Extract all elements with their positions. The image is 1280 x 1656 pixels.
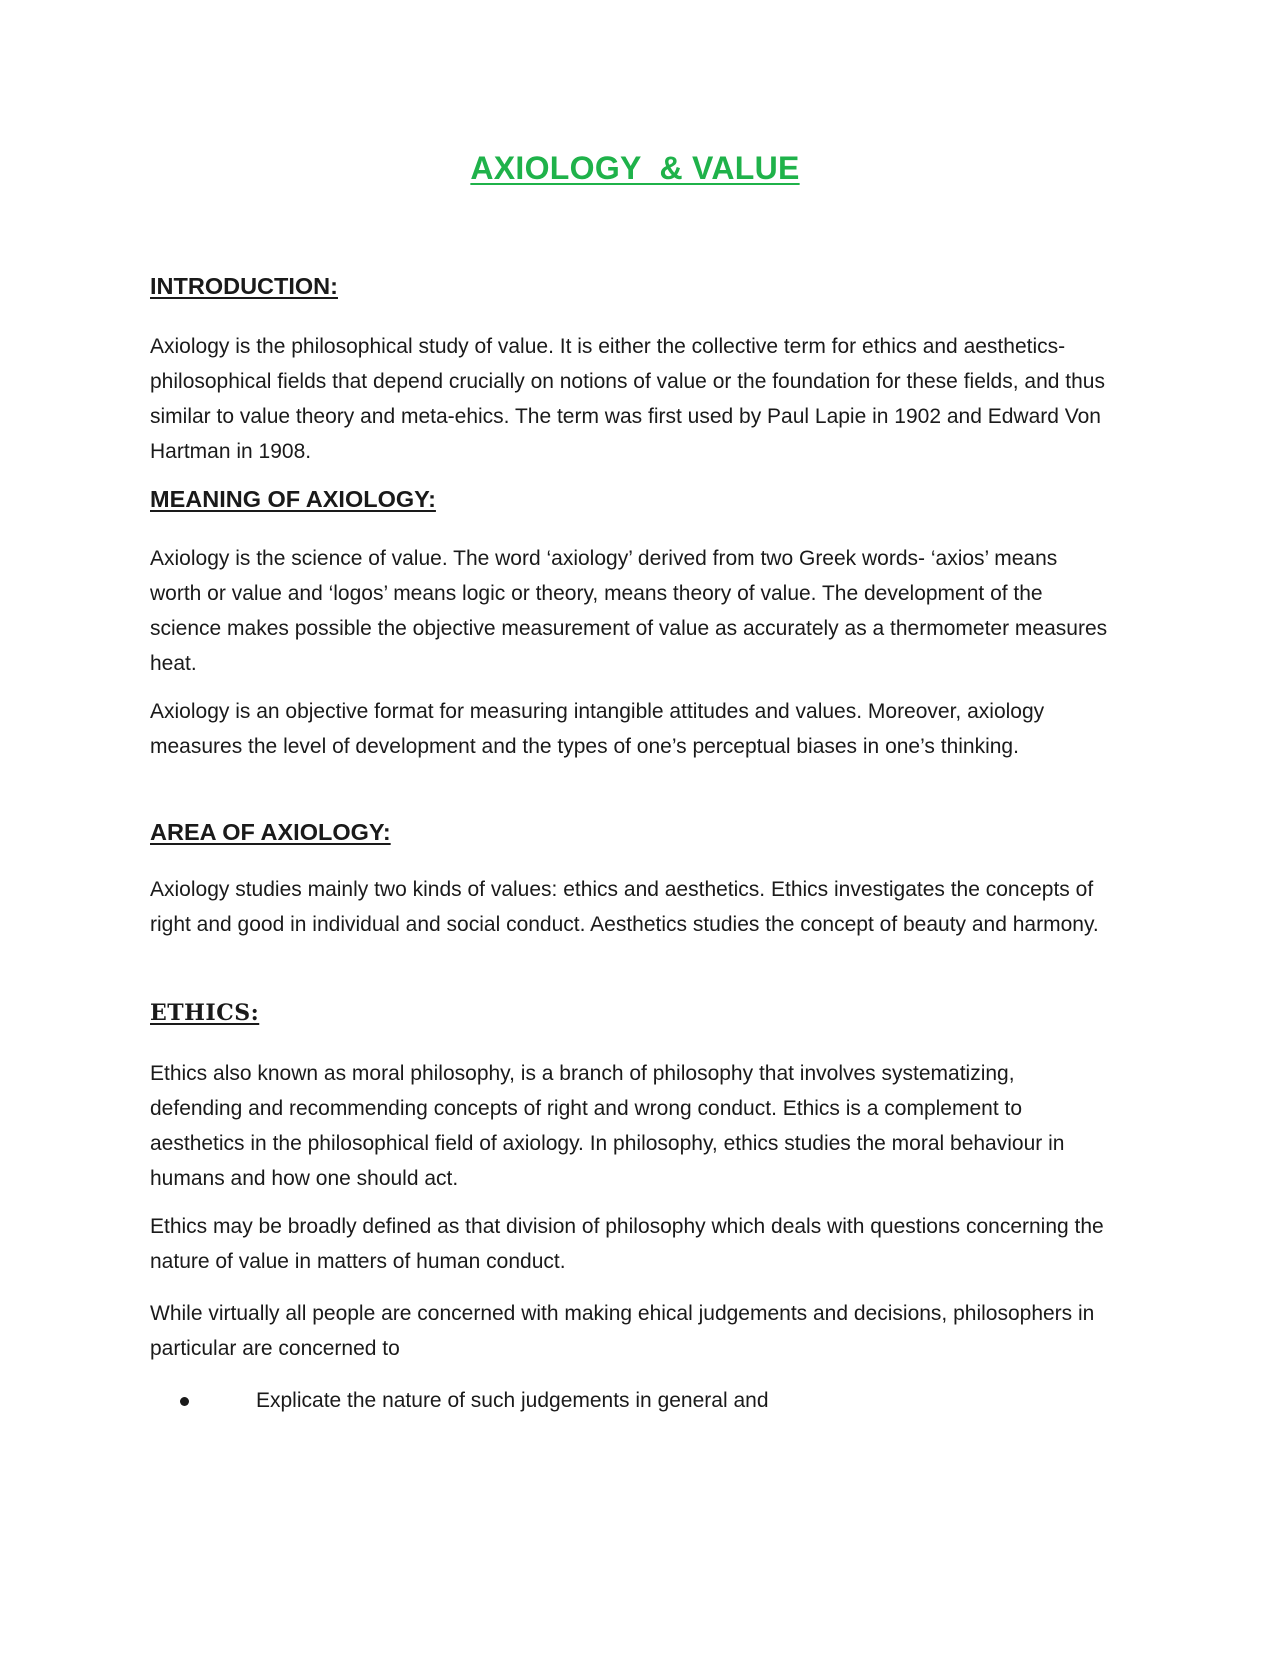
paragraph-ethics-1: Ethics also known as moral philosophy, is a branch of philosophy that involves systematizing, defending and recommending concepts of right and wrong conduct. Ethics is a complement to aesthetics in the philosophical field of axiology. In philosophy, ethics studies the moral behaviour in humans and how one should act.: [150, 1062, 1065, 1190]
list-item: [180, 1383, 1100, 1418]
heading-introduction: INTRODUCTION:: [150, 273, 338, 299]
heading-ethics: ETHICS:: [150, 1000, 260, 1026]
paragraph-meaning-1: Axiology is the science of value. The word ‘axiology’ derived from two Greek words- ‘axios’ means worth or value and ‘logos’ means logic or theory, means theory of value. The development of the science makes possible the objective measurement of value as accurately as a thermometer measures heat.: [150, 547, 1108, 675]
paragraph-introduction-1: Axiology is the philosophical study of value. It is either the collective term for ethics and aesthetics- philosophical fields that depend crucially on notions of value or the foundation for these fields, and thus similar to value theory and meta-ehics. The term was first used by Paul Lapie in 1902 and Edward Von Hartman in 1908.: [150, 335, 1105, 463]
document-title: AXIOLOGY & VALUE: [470, 150, 800, 186]
bullet-icon: [180, 1383, 256, 1418]
heading-meaning-of-axiology: MEANING OF AXIOLOGY:: [150, 486, 436, 512]
paragraph-area-1: Axiology studies mainly two kinds of values: ethics and aesthetics. Ethics investigates the concepts of right and good in individual and social conduct. Aesthetics studies the concept of beauty and harmony.: [150, 878, 1099, 936]
heading-area-of-axiology: AREA OF AXIOLOGY:: [150, 819, 391, 845]
paragraph-meaning-2: Axiology is an objective format for measuring intangible attitudes and values. Moreover, axiology measures the level of development and the types of one’s perceptual biases in one’s thinking.: [150, 700, 1045, 758]
list-item-text: Explicate the nature of such judgements in general and: [256, 1389, 769, 1412]
paragraph-ethics-2: Ethics may be broadly defined as that division of philosophy which deals with questions concerning the nature of value in matters of human conduct.: [150, 1215, 1104, 1273]
paragraph-ethics-3: While virtually all people are concerned with making ehical judgements and decisions, philosophers in particular are concerned to: [150, 1302, 1095, 1360]
